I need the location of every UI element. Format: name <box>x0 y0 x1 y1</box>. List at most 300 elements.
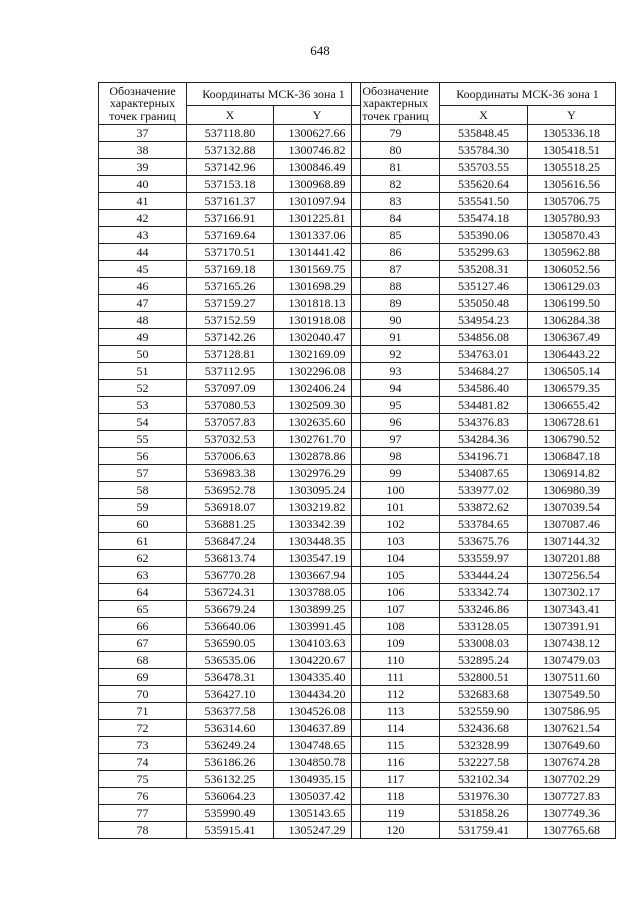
table-row <box>352 329 616 346</box>
point-number-cell: 65 <box>99 601 187 618</box>
point-number-cell: 37 <box>99 125 187 142</box>
table-body-left <box>99 125 361 839</box>
point-number-cell: 101 <box>352 499 440 516</box>
table-row <box>352 380 616 397</box>
table-row <box>352 159 616 176</box>
point-number-cell: 111 <box>352 669 440 686</box>
x-coordinate-cell: 537006.63 <box>187 448 274 465</box>
x-coordinate-cell: 533675.76 <box>440 533 528 550</box>
table-row <box>99 499 361 516</box>
y-coordinate-cell: 1305616.56 <box>528 176 616 193</box>
y-coordinate-cell: 1303095.24 <box>274 482 361 499</box>
table-row <box>352 465 616 482</box>
table-row <box>352 448 616 465</box>
table-row <box>99 652 361 669</box>
x-coordinate-cell: 535541.50 <box>440 193 528 210</box>
y-coordinate-cell: 1304748.65 <box>274 737 361 754</box>
point-number-cell: 73 <box>99 737 187 754</box>
x-coordinate-cell: 537159.27 <box>187 295 274 312</box>
y-coordinate-cell: 1307479.03 <box>528 652 616 669</box>
y-coordinate-cell: 1303991.45 <box>274 618 361 635</box>
x-coordinate-cell: 532895.24 <box>440 652 528 669</box>
point-number-cell: 109 <box>352 635 440 652</box>
x-coordinate-cell: 536918.07 <box>187 499 274 516</box>
point-designation-header: Обозначение характерных точек границ <box>99 83 187 125</box>
y-coordinate-cell: 1307586.95 <box>528 703 616 720</box>
y-coordinate-cell: 1306284.38 <box>528 312 616 329</box>
point-number-cell: 93 <box>352 363 440 380</box>
table-row <box>352 278 616 295</box>
table-row <box>99 363 361 380</box>
y-coordinate-cell: 1307039.54 <box>528 499 616 516</box>
table-row <box>99 482 361 499</box>
y-coordinate-cell: 1307391.91 <box>528 618 616 635</box>
x-coordinate-cell: 534481.82 <box>440 397 528 414</box>
table-row <box>99 193 361 210</box>
point-number-cell: 79 <box>352 125 440 142</box>
point-number-cell: 41 <box>99 193 187 210</box>
x-coordinate-cell: 532559.90 <box>440 703 528 720</box>
point-number-cell: 97 <box>352 431 440 448</box>
y-coordinate-cell: 1307649.60 <box>528 737 616 754</box>
point-number-cell: 78 <box>99 822 187 839</box>
x-coordinate-cell: 537097.09 <box>187 380 274 397</box>
y-coordinate-cell: 1307302.17 <box>528 584 616 601</box>
table-row <box>352 771 616 788</box>
x-coordinate-cell: 537142.26 <box>187 329 274 346</box>
x-coordinate-cell: 533246.86 <box>440 601 528 618</box>
x-coordinate-cell: 532227.58 <box>440 754 528 771</box>
x-coordinate-cell: 533872.62 <box>440 499 528 516</box>
y-coordinate-cell: 1306443.22 <box>528 346 616 363</box>
table-row <box>99 669 361 686</box>
point-number-cell: 55 <box>99 431 187 448</box>
y-coordinate-cell: 1307749.36 <box>528 805 616 822</box>
x-coordinate-cell: 535703.55 <box>440 159 528 176</box>
x-coordinate-cell: 536770.28 <box>187 567 274 584</box>
table-row <box>99 550 361 567</box>
table-row <box>352 822 616 839</box>
point-number-cell: 91 <box>352 329 440 346</box>
y-coordinate-cell: 1307621.54 <box>528 720 616 737</box>
table-row <box>352 176 616 193</box>
y-coordinate-cell: 1301569.75 <box>274 261 361 278</box>
x-coordinate-cell: 533342.74 <box>440 584 528 601</box>
point-number-cell: 90 <box>352 312 440 329</box>
y-coordinate-cell: 1306129.03 <box>528 278 616 295</box>
x-coordinate-cell: 532800.51 <box>440 669 528 686</box>
x-coordinate-cell: 537161.37 <box>187 193 274 210</box>
x-coordinate-cell: 537153.18 <box>187 176 274 193</box>
point-number-cell: 45 <box>99 261 187 278</box>
point-number-cell: 119 <box>352 805 440 822</box>
point-number-cell: 115 <box>352 737 440 754</box>
table-row <box>352 754 616 771</box>
y-coordinate-cell: 1304434.20 <box>274 686 361 703</box>
x-coordinate-cell: 537080.53 <box>187 397 274 414</box>
y-coordinate-cell: 1303219.82 <box>274 499 361 516</box>
point-number-cell: 40 <box>99 176 187 193</box>
table-row <box>99 533 361 550</box>
table-row <box>352 516 616 533</box>
point-number-cell: 66 <box>99 618 187 635</box>
point-number-cell: 83 <box>352 193 440 210</box>
point-number-cell: 117 <box>352 771 440 788</box>
x-coordinate-cell: 535299.63 <box>440 244 528 261</box>
y-coordinate-cell: 1301918.08 <box>274 312 361 329</box>
x-coordinate-cell: 534954.23 <box>440 312 528 329</box>
point-number-cell: 38 <box>99 142 187 159</box>
x-coordinate-cell: 533444.24 <box>440 567 528 584</box>
point-number-cell: 43 <box>99 227 187 244</box>
x-coordinate-cell: 534284.36 <box>440 431 528 448</box>
y-column-header: Y <box>274 106 361 125</box>
table-row <box>352 567 616 584</box>
table-row <box>99 448 361 465</box>
y-coordinate-cell: 1302878.86 <box>274 448 361 465</box>
x-column-header: X <box>440 106 528 125</box>
y-coordinate-cell: 1305962.88 <box>528 244 616 261</box>
point-number-cell: 94 <box>352 380 440 397</box>
x-coordinate-cell: 537142.96 <box>187 159 274 176</box>
point-number-cell: 86 <box>352 244 440 261</box>
point-number-cell: 104 <box>352 550 440 567</box>
point-number-cell: 100 <box>352 482 440 499</box>
y-coordinate-cell: 1302509.30 <box>274 397 361 414</box>
table-row <box>99 125 361 142</box>
y-coordinate-cell: 1304935.15 <box>274 771 361 788</box>
x-coordinate-cell: 537169.64 <box>187 227 274 244</box>
x-coordinate-cell: 536724.31 <box>187 584 274 601</box>
point-number-cell: 71 <box>99 703 187 720</box>
point-number-cell: 50 <box>99 346 187 363</box>
table-row <box>99 635 361 652</box>
x-coordinate-cell: 537032.53 <box>187 431 274 448</box>
table-row <box>352 482 616 499</box>
y-coordinate-cell: 1306980.39 <box>528 482 616 499</box>
table-row <box>352 737 616 754</box>
x-coordinate-cell: 533559.97 <box>440 550 528 567</box>
point-number-cell: 53 <box>99 397 187 414</box>
point-number-cell: 118 <box>352 788 440 805</box>
y-coordinate-cell: 1304220.67 <box>274 652 361 669</box>
x-coordinate-cell: 535915.41 <box>187 822 274 839</box>
x-coordinate-cell: 533784.65 <box>440 516 528 533</box>
x-coordinate-cell: 537170.51 <box>187 244 274 261</box>
x-coordinate-cell: 532683.68 <box>440 686 528 703</box>
point-number-cell: 56 <box>99 448 187 465</box>
x-coordinate-cell: 536679.24 <box>187 601 274 618</box>
x-coordinate-cell: 534684.27 <box>440 363 528 380</box>
y-coordinate-cell: 1304850.78 <box>274 754 361 771</box>
x-coordinate-cell: 536132.25 <box>187 771 274 788</box>
table-row <box>352 499 616 516</box>
table-row <box>99 788 361 805</box>
point-number-cell: 88 <box>352 278 440 295</box>
x-coordinate-cell: 531858.26 <box>440 805 528 822</box>
y-coordinate-cell: 1303547.19 <box>274 550 361 567</box>
x-coordinate-cell: 534087.65 <box>440 465 528 482</box>
y-coordinate-cell: 1307144.32 <box>528 533 616 550</box>
table-row <box>352 261 616 278</box>
y-coordinate-cell: 1305780.93 <box>528 210 616 227</box>
y-coordinate-cell: 1301441.42 <box>274 244 361 261</box>
point-number-cell: 39 <box>99 159 187 176</box>
x-coordinate-cell: 537132.88 <box>187 142 274 159</box>
point-number-cell: 120 <box>352 822 440 839</box>
point-number-cell: 113 <box>352 703 440 720</box>
point-number-cell: 60 <box>99 516 187 533</box>
point-number-cell: 74 <box>99 754 187 771</box>
point-number-cell: 61 <box>99 533 187 550</box>
x-coordinate-cell: 534856.08 <box>440 329 528 346</box>
point-number-cell: 67 <box>99 635 187 652</box>
table-row <box>352 210 616 227</box>
y-coordinate-cell: 1304335.40 <box>274 669 361 686</box>
table-row <box>352 346 616 363</box>
point-number-cell: 57 <box>99 465 187 482</box>
table-row <box>99 261 361 278</box>
y-coordinate-cell: 1303448.35 <box>274 533 361 550</box>
x-coordinate-cell: 535474.18 <box>440 210 528 227</box>
y-coordinate-cell: 1305870.43 <box>528 227 616 244</box>
x-coordinate-cell: 537169.18 <box>187 261 274 278</box>
y-coordinate-cell: 1305518.25 <box>528 159 616 176</box>
coordinates-header: Координаты МСК-36 зона 1 <box>440 83 616 106</box>
y-coordinate-cell: 1301225.81 <box>274 210 361 227</box>
y-coordinate-cell: 1303667.94 <box>274 567 361 584</box>
y-coordinate-cell: 1302976.29 <box>274 465 361 482</box>
table-row <box>99 210 361 227</box>
y-coordinate-cell: 1306655.42 <box>528 397 616 414</box>
y-coordinate-cell: 1307087.46 <box>528 516 616 533</box>
point-number-cell: 81 <box>352 159 440 176</box>
table-row <box>99 703 361 720</box>
y-coordinate-cell: 1307438.12 <box>528 635 616 652</box>
x-coordinate-cell: 536813.74 <box>187 550 274 567</box>
table-row <box>99 567 361 584</box>
x-coordinate-cell: 532436.68 <box>440 720 528 737</box>
point-number-cell: 59 <box>99 499 187 516</box>
point-number-cell: 112 <box>352 686 440 703</box>
table-row <box>99 329 361 346</box>
table-row <box>99 295 361 312</box>
x-coordinate-cell: 537112.95 <box>187 363 274 380</box>
y-coordinate-cell: 1307256.54 <box>528 567 616 584</box>
point-number-cell: 107 <box>352 601 440 618</box>
y-coordinate-cell: 1306505.14 <box>528 363 616 380</box>
coordinates-table-left <box>98 82 361 839</box>
table-row <box>352 295 616 312</box>
y-coordinate-cell: 1302635.60 <box>274 414 361 431</box>
y-coordinate-cell: 1307727.83 <box>528 788 616 805</box>
point-number-cell: 98 <box>352 448 440 465</box>
point-number-cell: 47 <box>99 295 187 312</box>
table-row <box>99 686 361 703</box>
table-row <box>352 618 616 635</box>
x-coordinate-cell: 536186.26 <box>187 754 274 771</box>
table-row <box>352 431 616 448</box>
table-row <box>352 584 616 601</box>
point-number-cell: 99 <box>352 465 440 482</box>
table-row <box>99 414 361 431</box>
y-coordinate-cell: 1300746.82 <box>274 142 361 159</box>
x-coordinate-cell: 537166.91 <box>187 210 274 227</box>
table-row <box>99 805 361 822</box>
y-coordinate-cell: 1305418.51 <box>528 142 616 159</box>
point-number-cell: 68 <box>99 652 187 669</box>
x-coordinate-cell: 536952.78 <box>187 482 274 499</box>
y-coordinate-cell: 1307765.68 <box>528 822 616 839</box>
x-coordinate-cell: 535784.30 <box>440 142 528 159</box>
y-coordinate-cell: 1302761.70 <box>274 431 361 448</box>
x-coordinate-cell: 534376.83 <box>440 414 528 431</box>
table-row <box>99 176 361 193</box>
point-number-cell: 89 <box>352 295 440 312</box>
x-coordinate-cell: 537165.26 <box>187 278 274 295</box>
table-row <box>99 720 361 737</box>
point-number-cell: 54 <box>99 414 187 431</box>
y-coordinate-cell: 1301097.94 <box>274 193 361 210</box>
x-coordinate-cell: 534763.01 <box>440 346 528 363</box>
y-coordinate-cell: 1305706.75 <box>528 193 616 210</box>
table-row <box>352 601 616 618</box>
y-coordinate-cell: 1305247.29 <box>274 822 361 839</box>
y-coordinate-cell: 1301337.06 <box>274 227 361 244</box>
point-designation-header: Обозначение характерных точек границ <box>352 83 440 125</box>
x-coordinate-cell: 534586.40 <box>440 380 528 397</box>
point-number-cell: 62 <box>99 550 187 567</box>
y-coordinate-cell: 1307201.88 <box>528 550 616 567</box>
point-number-cell: 102 <box>352 516 440 533</box>
table-row <box>352 227 616 244</box>
x-coordinate-cell: 536064.23 <box>187 788 274 805</box>
y-column-header: Y <box>528 106 616 125</box>
y-coordinate-cell: 1305336.18 <box>528 125 616 142</box>
point-number-cell: 114 <box>352 720 440 737</box>
y-coordinate-cell: 1302296.08 <box>274 363 361 380</box>
y-coordinate-cell: 1300968.89 <box>274 176 361 193</box>
table-row <box>352 125 616 142</box>
table-row <box>99 244 361 261</box>
table-row <box>99 397 361 414</box>
point-number-cell: 64 <box>99 584 187 601</box>
x-coordinate-cell: 536314.60 <box>187 720 274 737</box>
table-row <box>99 754 361 771</box>
y-coordinate-cell: 1307343.41 <box>528 601 616 618</box>
table-row <box>99 142 361 159</box>
point-number-cell: 48 <box>99 312 187 329</box>
point-number-cell: 46 <box>99 278 187 295</box>
coordinates-table-right <box>351 82 616 839</box>
table-row <box>352 805 616 822</box>
point-number-cell: 110 <box>352 652 440 669</box>
point-number-cell: 105 <box>352 567 440 584</box>
y-coordinate-cell: 1300846.49 <box>274 159 361 176</box>
y-coordinate-cell: 1302406.24 <box>274 380 361 397</box>
table-row <box>99 771 361 788</box>
x-coordinate-cell: 533128.05 <box>440 618 528 635</box>
point-number-cell: 76 <box>99 788 187 805</box>
x-coordinate-cell: 536478.31 <box>187 669 274 686</box>
point-number-cell: 87 <box>352 261 440 278</box>
point-number-cell: 69 <box>99 669 187 686</box>
y-coordinate-cell: 1306199.50 <box>528 295 616 312</box>
y-coordinate-cell: 1304526.08 <box>274 703 361 720</box>
table-row <box>99 516 361 533</box>
x-coordinate-cell: 537118.80 <box>187 125 274 142</box>
point-number-cell: 58 <box>99 482 187 499</box>
table-row <box>352 363 616 380</box>
coordinates-header: Координаты МСК-36 зона 1 <box>187 83 361 106</box>
point-number-cell: 103 <box>352 533 440 550</box>
table-row <box>99 227 361 244</box>
x-coordinate-cell: 535390.06 <box>440 227 528 244</box>
point-number-cell: 75 <box>99 771 187 788</box>
y-coordinate-cell: 1306367.49 <box>528 329 616 346</box>
point-number-cell: 82 <box>352 176 440 193</box>
point-number-cell: 72 <box>99 720 187 737</box>
table-row <box>352 669 616 686</box>
x-coordinate-cell: 535620.64 <box>440 176 528 193</box>
x-coordinate-cell: 531976.30 <box>440 788 528 805</box>
x-coordinate-cell: 533008.03 <box>440 635 528 652</box>
table-row <box>99 822 361 839</box>
y-coordinate-cell: 1306579.35 <box>528 380 616 397</box>
y-coordinate-cell: 1307511.60 <box>528 669 616 686</box>
point-number-cell: 49 <box>99 329 187 346</box>
table-row <box>99 601 361 618</box>
x-coordinate-cell: 536881.25 <box>187 516 274 533</box>
y-coordinate-cell: 1306914.82 <box>528 465 616 482</box>
point-number-cell: 84 <box>352 210 440 227</box>
page-number: 648 <box>310 43 330 58</box>
y-coordinate-cell: 1305037.42 <box>274 788 361 805</box>
x-coordinate-cell: 536249.24 <box>187 737 274 754</box>
table-row <box>99 312 361 329</box>
table-row <box>99 584 361 601</box>
y-coordinate-cell: 1301818.13 <box>274 295 361 312</box>
point-number-cell: 92 <box>352 346 440 363</box>
table-row <box>352 193 616 210</box>
y-coordinate-cell: 1306847.18 <box>528 448 616 465</box>
point-number-cell: 80 <box>352 142 440 159</box>
table-row <box>99 278 361 295</box>
y-coordinate-cell: 1303899.25 <box>274 601 361 618</box>
point-number-cell: 96 <box>352 414 440 431</box>
table-row <box>99 346 361 363</box>
x-coordinate-cell: 532328.99 <box>440 737 528 754</box>
x-coordinate-cell: 536590.05 <box>187 635 274 652</box>
y-coordinate-cell: 1304637.89 <box>274 720 361 737</box>
x-coordinate-cell: 534196.71 <box>440 448 528 465</box>
point-number-cell: 70 <box>99 686 187 703</box>
y-coordinate-cell: 1301698.29 <box>274 278 361 295</box>
x-coordinate-cell: 535848.45 <box>440 125 528 142</box>
table-row <box>352 635 616 652</box>
table-row <box>99 618 361 635</box>
y-coordinate-cell: 1306052.56 <box>528 261 616 278</box>
y-coordinate-cell: 1300627.66 <box>274 125 361 142</box>
y-coordinate-cell: 1307702.29 <box>528 771 616 788</box>
x-coordinate-cell: 536535.06 <box>187 652 274 669</box>
x-coordinate-cell: 535050.48 <box>440 295 528 312</box>
y-coordinate-cell: 1304103.63 <box>274 635 361 652</box>
x-coordinate-cell: 537152.59 <box>187 312 274 329</box>
table-row <box>99 380 361 397</box>
x-coordinate-cell: 535127.46 <box>440 278 528 295</box>
x-coordinate-cell: 536377.58 <box>187 703 274 720</box>
